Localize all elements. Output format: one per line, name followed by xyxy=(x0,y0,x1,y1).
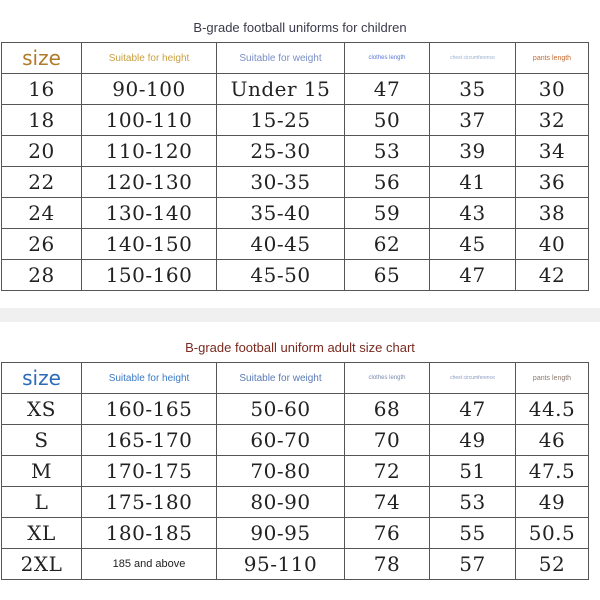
cell-size: 18 xyxy=(2,105,82,136)
cell-height: 185 and above xyxy=(82,549,217,580)
cell-size: 16 xyxy=(2,74,82,105)
cell-weight: 90-95 xyxy=(217,518,345,549)
cell-chest-circumference: 37 xyxy=(430,105,516,136)
cell-weight: 15-25 xyxy=(217,105,345,136)
header-weight: Suitable for weight xyxy=(217,363,345,394)
header-pants-length: pants length xyxy=(516,363,589,394)
table-row xyxy=(2,167,589,198)
header-pants-length: pants length xyxy=(516,43,589,74)
cell-clothes-length: 53 xyxy=(345,136,430,167)
cell-pants-length: 42 xyxy=(516,260,589,291)
cell-weight: 70-80 xyxy=(217,456,345,487)
cell-chest-circumference: 47 xyxy=(430,260,516,291)
cell-height: 175-180 xyxy=(82,487,217,518)
cell-height: 160-165 xyxy=(82,394,217,425)
cell-chest-circumference: 43 xyxy=(430,198,516,229)
cell-clothes-length: 59 xyxy=(345,198,430,229)
header-clothes-length: clothes length xyxy=(345,43,430,74)
cell-size: 2XL xyxy=(2,549,82,580)
cell-pants-length: 46 xyxy=(516,425,589,456)
header-weight: Suitable for weight xyxy=(217,43,345,74)
cell-pants-length: 40 xyxy=(516,229,589,260)
cell-height: 110-120 xyxy=(82,136,217,167)
cell-height: 100-110 xyxy=(82,105,217,136)
cell-pants-length: 50.5 xyxy=(516,518,589,549)
header-height: Suitable for height xyxy=(82,43,217,74)
children-chart-title: B-grade football uniforms for children xyxy=(193,20,407,35)
cell-clothes-length: 76 xyxy=(345,518,430,549)
cell-pants-length: 47.5 xyxy=(516,456,589,487)
table-row xyxy=(2,229,589,260)
cell-clothes-length: 65 xyxy=(345,260,430,291)
header-row xyxy=(2,43,589,74)
cell-weight: 80-90 xyxy=(217,487,345,518)
cell-clothes-length: 56 xyxy=(345,167,430,198)
table-row xyxy=(2,105,589,136)
cell-pants-length: 36 xyxy=(516,167,589,198)
header-chest-circumference: chest circumference xyxy=(430,43,516,74)
cell-size: 22 xyxy=(2,167,82,198)
header-clothes-length: clothes length xyxy=(345,363,430,394)
cell-size: M xyxy=(2,456,82,487)
cell-clothes-length: 68 xyxy=(345,394,430,425)
cell-pants-length: 34 xyxy=(516,136,589,167)
cell-height: 170-175 xyxy=(82,456,217,487)
adult-size-chart xyxy=(0,340,600,580)
cell-weight: 30-35 xyxy=(217,167,345,198)
section-divider xyxy=(0,308,600,322)
cell-height: 140-150 xyxy=(82,229,217,260)
cell-pants-length: 52 xyxy=(516,549,589,580)
cell-clothes-length: 78 xyxy=(345,549,430,580)
cell-pants-length: 38 xyxy=(516,198,589,229)
cell-chest-circumference: 57 xyxy=(430,549,516,580)
cell-weight: 25-30 xyxy=(217,136,345,167)
header-size: size xyxy=(2,363,82,394)
cell-chest-circumference: 35 xyxy=(430,74,516,105)
table-row xyxy=(2,74,589,105)
cell-chest-circumference: 49 xyxy=(430,425,516,456)
cell-chest-circumference: 51 xyxy=(430,456,516,487)
table-row xyxy=(2,425,589,456)
table-row xyxy=(2,198,589,229)
table-row xyxy=(2,456,589,487)
table-row xyxy=(2,394,589,425)
cell-height: 165-170 xyxy=(82,425,217,456)
cell-pants-length: 32 xyxy=(516,105,589,136)
cell-chest-circumference: 47 xyxy=(430,394,516,425)
header-size: size xyxy=(2,43,82,74)
table-row xyxy=(2,487,589,518)
table-row xyxy=(2,136,589,167)
cell-pants-length: 49 xyxy=(516,487,589,518)
cell-clothes-length: 50 xyxy=(345,105,430,136)
children-size-table xyxy=(1,42,589,291)
cell-size: XL xyxy=(2,518,82,549)
cell-weight: 35-40 xyxy=(217,198,345,229)
header-height: Suitable for height xyxy=(82,363,217,394)
cell-pants-length: 44.5 xyxy=(516,394,589,425)
table-row xyxy=(2,260,589,291)
cell-weight: Under 15 xyxy=(217,74,345,105)
cell-weight: 45-50 xyxy=(217,260,345,291)
cell-height: 180-185 xyxy=(82,518,217,549)
cell-clothes-length: 70 xyxy=(345,425,430,456)
cell-clothes-length: 74 xyxy=(345,487,430,518)
cell-size: XS xyxy=(2,394,82,425)
cell-chest-circumference: 45 xyxy=(430,229,516,260)
cell-size: 26 xyxy=(2,229,82,260)
cell-weight: 50-60 xyxy=(217,394,345,425)
cell-height: 120-130 xyxy=(82,167,217,198)
cell-size: L xyxy=(2,487,82,518)
cell-size: 24 xyxy=(2,198,82,229)
cell-weight: 40-45 xyxy=(217,229,345,260)
cell-size: 28 xyxy=(2,260,82,291)
cell-pants-length: 30 xyxy=(516,74,589,105)
cell-height: 150-160 xyxy=(82,260,217,291)
header-row xyxy=(2,363,589,394)
cell-chest-circumference: 55 xyxy=(430,518,516,549)
cell-clothes-length: 72 xyxy=(345,456,430,487)
table-row xyxy=(2,549,589,580)
cell-clothes-length: 62 xyxy=(345,229,430,260)
cell-weight: 95-110 xyxy=(217,549,345,580)
cell-weight: 60-70 xyxy=(217,425,345,456)
cell-height: 90-100 xyxy=(82,74,217,105)
adult-size-table xyxy=(1,362,589,580)
cell-size: 20 xyxy=(2,136,82,167)
header-chest-circumference: chest circumference xyxy=(430,363,516,394)
adult-chart-title: B-grade football uniform adult size chart xyxy=(185,340,415,355)
cell-chest-circumference: 39 xyxy=(430,136,516,167)
cell-chest-circumference: 53 xyxy=(430,487,516,518)
table-row xyxy=(2,518,589,549)
cell-chest-circumference: 41 xyxy=(430,167,516,198)
children-size-chart xyxy=(0,20,600,291)
cell-height: 130-140 xyxy=(82,198,217,229)
cell-size: S xyxy=(2,425,82,456)
cell-clothes-length: 47 xyxy=(345,74,430,105)
